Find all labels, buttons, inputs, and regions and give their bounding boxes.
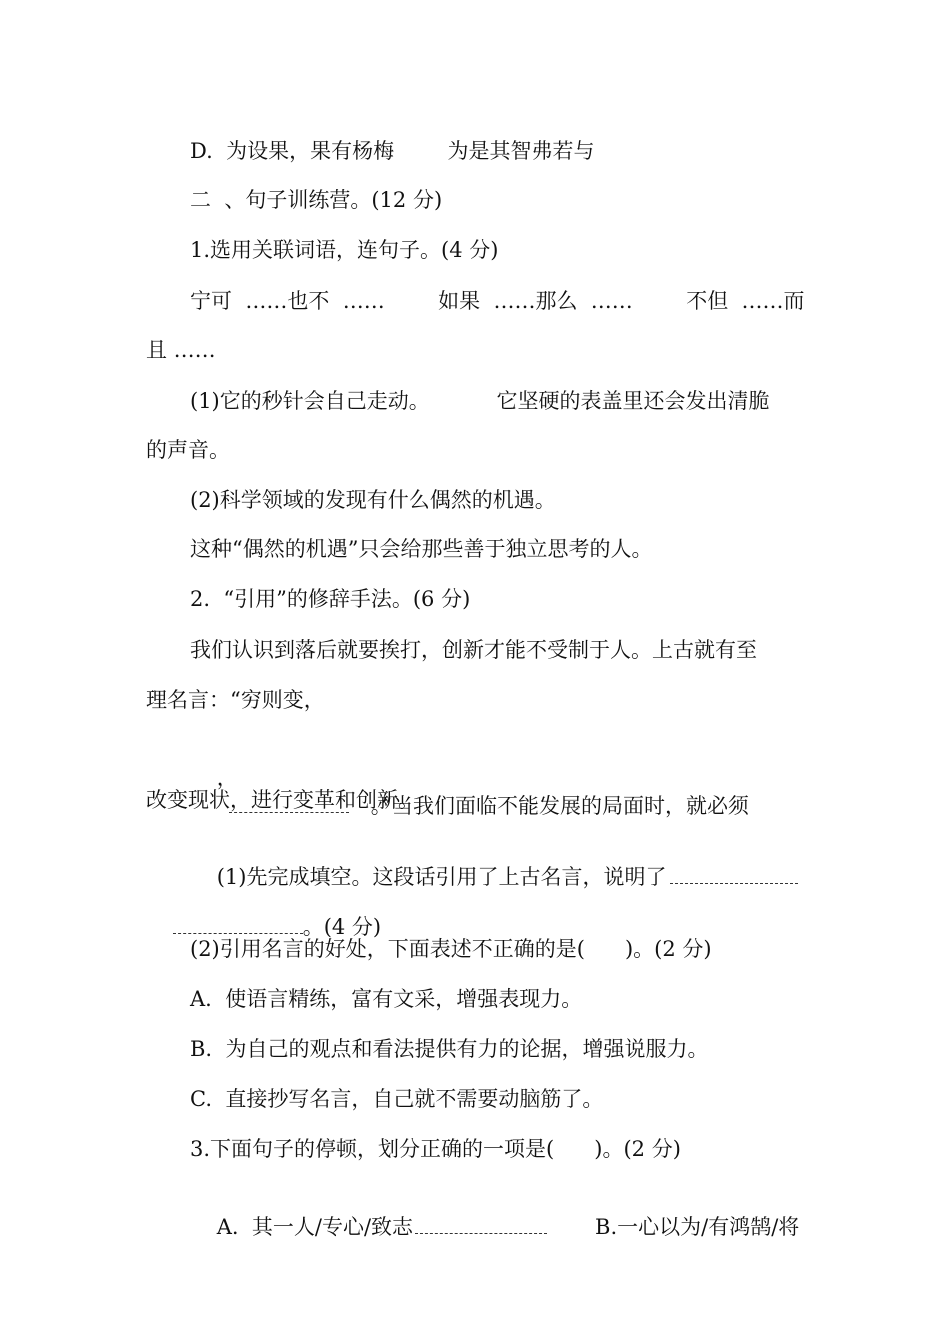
question-1-heading: 1.选用关联词语，连句子。(4 分) [190,238,499,262]
subquestion-1-score: 。(4 分) [302,915,382,939]
option-b: B. 为自己的观点和看法提供有力的论据，增强说服力。 [190,1037,709,1061]
sentence-2: (2)科学领域的发现有什么偶然的机遇。 [190,488,556,512]
subquestion-1-text: (1)先完成填空。这段话引用了上古名言，说明了 [216,865,667,889]
passage-line-2: 理名言：“穷则变， [146,688,325,712]
fill-blank-meaning[interactable] [670,873,798,884]
q3-option-a: A. 其一人/专心/致志 [216,1215,414,1239]
option-a: A. 使语言精练，富有文采，增强表现力。 [190,987,583,1011]
passage-comma: ， [216,766,238,790]
fill-blank-meaning-cont[interactable] [173,923,303,934]
passage-line-1: 我们认识到落后就要挨打，创新才能不受制于人。上古就有至 [190,638,757,662]
question-2-heading: 2. “引用”的修辞手法。(6 分) [190,587,471,611]
subquestion-2: (2)引用名言的好处，下面表述不正确的是( )。(2 分) [190,937,712,961]
sentence-1: (1)它的秒针会自己走动。 它坚硬的表盖里还会发出清脆 [190,389,770,413]
sentence-2-cont: 这种“偶然的机遇”只会给那些善于独立思考的人。 [190,537,653,561]
q3-blank[interactable] [415,1223,547,1234]
q3-option-b: B.一心以为/有鸿鹄/将 [595,1215,800,1239]
option-d: D. 为设果，果有杨梅 为是其智弗若与 [190,139,595,163]
section-heading: 二 、句子训练营。(12 分) [190,188,443,212]
question-3-heading: 3.下面句子的停顿，划分正确的一项是( )。(2 分) [190,1137,681,1161]
question-3-options [190,1185,799,1269]
sentence-1-cont: 的声音。 [146,438,230,462]
option-c: C. 直接抄写名言，自己就不需要动脑筋了。 [190,1087,604,1111]
passage-line-4: 改变现状，进行变革和创新。 [146,788,419,812]
conjunction-options: 宁可 ……也不 …… 如果 ……那么 …… 不但 ……而 [190,289,805,313]
passage-line-3-text: 。”当我们面临不能发展的局面时，就必须 [370,794,749,818]
conjunction-options-cont: 且 …… [146,338,216,362]
